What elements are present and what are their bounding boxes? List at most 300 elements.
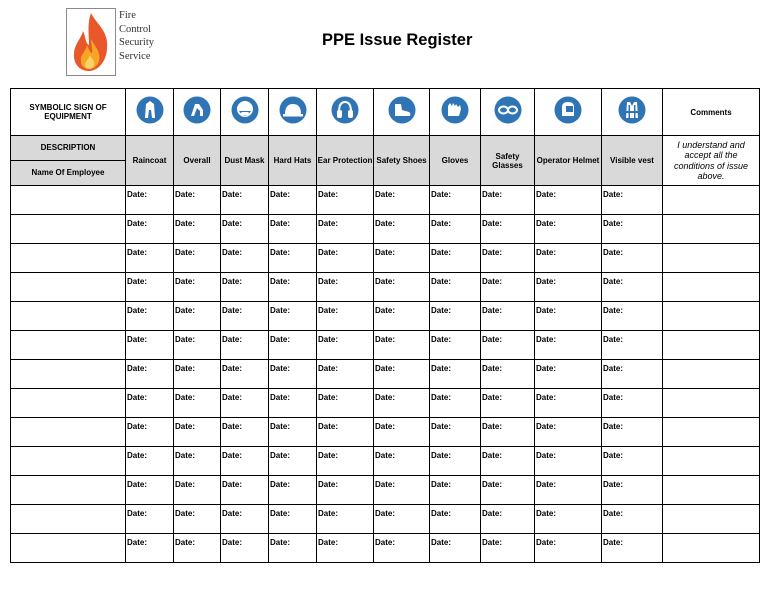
date-cell[interactable] [430, 360, 481, 389]
date-label: Date: [536, 335, 557, 344]
date-cell[interactable] [535, 418, 602, 447]
date-cell[interactable] [481, 505, 535, 534]
date-cell[interactable] [174, 273, 221, 302]
date-cell[interactable] [126, 244, 174, 273]
date-cell[interactable] [269, 418, 317, 447]
employee-name-cell[interactable] [11, 534, 126, 563]
date-label: Date: [318, 277, 339, 286]
employee-name-cell[interactable] [11, 418, 126, 447]
column-header-row [11, 136, 760, 186]
date-cell[interactable] [602, 302, 663, 331]
employee-name-cell[interactable] [11, 389, 126, 418]
date-cell[interactable] [126, 534, 174, 563]
date-cell[interactable] [174, 302, 221, 331]
date-label: Date: [375, 480, 396, 489]
date-cell[interactable] [174, 534, 221, 563]
date-cell[interactable] [174, 360, 221, 389]
date-cell[interactable] [374, 215, 430, 244]
date-cell[interactable] [374, 447, 430, 476]
comments-cell[interactable] [663, 447, 760, 476]
table-row [11, 360, 760, 389]
date-label: Date: [375, 306, 396, 315]
table-row [11, 418, 760, 447]
description-label: DESCRIPTION [11, 136, 125, 161]
company-name [119, 9, 154, 63]
date-label: Date: [270, 190, 291, 199]
date-label: Date: [431, 219, 452, 228]
date-label: Date: [127, 422, 148, 431]
date-cell[interactable] [602, 418, 663, 447]
date-label: Date: [482, 538, 503, 547]
hard-hat-icon [279, 96, 307, 124]
date-label: Date: [482, 509, 503, 518]
date-cell[interactable] [430, 331, 481, 360]
date-cell[interactable] [374, 360, 430, 389]
date-cell[interactable] [126, 476, 174, 505]
date-label: Date: [482, 219, 503, 228]
date-cell[interactable] [269, 331, 317, 360]
comments-cell[interactable] [663, 418, 760, 447]
date-label: Date: [127, 190, 148, 199]
date-cell[interactable] [221, 244, 269, 273]
date-label: Date: [318, 219, 339, 228]
employee-name-cell[interactable] [11, 505, 126, 534]
date-cell[interactable] [221, 447, 269, 476]
date-cell[interactable] [602, 447, 663, 476]
date-label: Date: [536, 509, 557, 518]
date-cell[interactable] [269, 389, 317, 418]
table-row [11, 273, 760, 302]
dust-mask-icon [231, 96, 259, 124]
date-label: Date: [431, 509, 452, 518]
date-label: Date: [431, 248, 452, 257]
date-cell[interactable] [317, 360, 374, 389]
table-row [11, 447, 760, 476]
date-cell[interactable] [481, 418, 535, 447]
date-cell[interactable] [481, 215, 535, 244]
employee-name-cell[interactable] [11, 331, 126, 360]
date-cell[interactable] [430, 447, 481, 476]
date-label: Date: [603, 451, 624, 460]
date-label: Date: [431, 190, 452, 199]
date-label: Date: [603, 335, 624, 344]
company-logo [66, 8, 116, 76]
date-cell[interactable] [221, 476, 269, 505]
date-label: Date: [482, 306, 503, 315]
date-cell[interactable] [535, 389, 602, 418]
date-cell[interactable] [126, 331, 174, 360]
logo-line: Security [119, 37, 154, 49]
date-label: Date: [536, 190, 557, 199]
date-label: Date: [431, 277, 452, 286]
column-label: Overall [174, 136, 221, 186]
date-cell[interactable] [221, 215, 269, 244]
date-label: Date: [222, 480, 243, 489]
date-label: Date: [127, 277, 148, 286]
table-row [11, 302, 760, 331]
date-cell[interactable] [374, 302, 430, 331]
flame-icon [67, 9, 115, 75]
date-cell[interactable] [535, 331, 602, 360]
column-label: Operator Helmet [535, 136, 602, 186]
date-cell[interactable] [535, 244, 602, 273]
date-cell[interactable] [481, 273, 535, 302]
date-cell[interactable] [602, 244, 663, 273]
date-cell[interactable] [481, 476, 535, 505]
comments-cell[interactable] [663, 505, 760, 534]
date-label: Date: [127, 480, 148, 489]
date-cell[interactable] [269, 186, 317, 215]
date-label: Date: [603, 277, 624, 286]
date-cell[interactable] [269, 360, 317, 389]
date-cell[interactable] [481, 389, 535, 418]
date-label: Date: [127, 306, 148, 315]
table-row [11, 186, 760, 215]
date-label: Date: [222, 364, 243, 373]
date-label: Date: [482, 335, 503, 344]
date-cell[interactable] [174, 476, 221, 505]
date-label: Date: [603, 480, 624, 489]
date-cell[interactable] [269, 244, 317, 273]
logo-line: Fire [119, 10, 136, 21]
date-label: Date: [270, 393, 291, 402]
safety-shoes-icon [388, 96, 416, 124]
date-cell[interactable] [374, 273, 430, 302]
date-cell[interactable] [221, 273, 269, 302]
date-label: Date: [270, 219, 291, 228]
date-label: Date: [431, 335, 452, 344]
comments-cell[interactable] [663, 360, 760, 389]
date-label: Date: [127, 538, 148, 547]
date-label: Date: [175, 335, 196, 344]
date-label: Date: [127, 364, 148, 373]
date-cell[interactable] [221, 389, 269, 418]
date-label: Date: [375, 538, 396, 547]
acceptance-statement: I understand and accept all the conditions of issue above. [663, 136, 760, 186]
date-cell[interactable] [430, 534, 481, 563]
date-label: Date: [175, 190, 196, 199]
date-label: Date: [482, 422, 503, 431]
date-label: Date: [270, 306, 291, 315]
date-label: Date: [375, 190, 396, 199]
date-cell[interactable] [317, 244, 374, 273]
date-cell[interactable] [317, 418, 374, 447]
table-row [11, 244, 760, 273]
date-cell[interactable] [126, 360, 174, 389]
date-cell[interactable] [317, 273, 374, 302]
date-label: Date: [603, 393, 624, 402]
date-cell[interactable] [430, 215, 481, 244]
date-label: Date: [318, 451, 339, 460]
column-label: Visible vest [602, 136, 663, 186]
ear-protection-icon [331, 96, 359, 124]
ppe-register-table [10, 88, 760, 563]
date-label: Date: [127, 248, 148, 257]
date-label: Date: [431, 422, 452, 431]
date-label: Date: [482, 190, 503, 199]
date-cell[interactable] [535, 505, 602, 534]
date-label: Date: [270, 248, 291, 257]
date-cell[interactable] [174, 215, 221, 244]
date-cell[interactable] [126, 505, 174, 534]
date-label: Date: [175, 248, 196, 257]
date-cell[interactable] [430, 476, 481, 505]
date-label: Date: [431, 393, 452, 402]
date-cell[interactable] [221, 418, 269, 447]
date-cell[interactable] [374, 476, 430, 505]
date-cell[interactable] [374, 186, 430, 215]
date-cell[interactable] [174, 186, 221, 215]
date-cell[interactable] [317, 186, 374, 215]
date-cell[interactable] [126, 418, 174, 447]
date-label: Date: [431, 306, 452, 315]
date-cell[interactable] [535, 447, 602, 476]
date-cell[interactable] [602, 505, 663, 534]
date-cell[interactable] [126, 302, 174, 331]
date-label: Date: [222, 509, 243, 518]
date-cell[interactable] [317, 389, 374, 418]
date-cell[interactable] [481, 244, 535, 273]
date-cell[interactable] [317, 302, 374, 331]
date-label: Date: [270, 480, 291, 489]
date-label: Date: [222, 277, 243, 286]
employee-name-cell[interactable] [11, 447, 126, 476]
date-label: Date: [318, 509, 339, 518]
date-cell[interactable] [374, 331, 430, 360]
comments-cell[interactable] [663, 186, 760, 215]
date-label: Date: [603, 364, 624, 373]
date-label: Date: [222, 219, 243, 228]
column-label: Raincoat [126, 136, 174, 186]
table-row [11, 331, 760, 360]
comments-cell[interactable] [663, 476, 760, 505]
date-cell[interactable] [430, 273, 481, 302]
date-cell[interactable] [126, 186, 174, 215]
date-label: Date: [127, 509, 148, 518]
date-cell[interactable] [269, 534, 317, 563]
date-cell[interactable] [535, 215, 602, 244]
date-label: Date: [536, 364, 557, 373]
comments-cell[interactable] [663, 273, 760, 302]
date-cell[interactable] [535, 273, 602, 302]
date-cell[interactable] [602, 389, 663, 418]
date-label: Date: [222, 538, 243, 547]
date-label: Date: [270, 509, 291, 518]
date-cell[interactable] [481, 447, 535, 476]
date-label: Date: [482, 393, 503, 402]
date-label: Date: [482, 248, 503, 257]
symbolic-sign-label: SYMBOLIC SIGN OF EQUIPMENT [11, 89, 126, 136]
date-label: Date: [318, 306, 339, 315]
date-label: Date: [482, 364, 503, 373]
date-cell[interactable] [602, 476, 663, 505]
date-cell[interactable] [269, 273, 317, 302]
date-label: Date: [375, 277, 396, 286]
column-label: Gloves [430, 136, 481, 186]
date-cell[interactable] [374, 389, 430, 418]
date-cell[interactable] [602, 215, 663, 244]
date-cell[interactable] [126, 447, 174, 476]
date-cell[interactable] [602, 534, 663, 563]
comments-cell[interactable] [663, 331, 760, 360]
date-label: Date: [375, 451, 396, 460]
date-cell[interactable] [535, 360, 602, 389]
date-label: Date: [318, 248, 339, 257]
date-cell[interactable] [174, 418, 221, 447]
date-label: Date: [175, 538, 196, 547]
date-cell[interactable] [374, 534, 430, 563]
date-cell[interactable] [430, 389, 481, 418]
date-label: Date: [175, 219, 196, 228]
date-cell[interactable] [221, 360, 269, 389]
date-label: Date: [431, 538, 452, 547]
date-cell[interactable] [174, 389, 221, 418]
date-cell[interactable] [535, 186, 602, 215]
date-cell[interactable] [174, 331, 221, 360]
date-cell[interactable] [126, 215, 174, 244]
date-cell[interactable] [481, 360, 535, 389]
date-label: Date: [270, 451, 291, 460]
employee-name-cell[interactable] [11, 302, 126, 331]
date-label: Date: [222, 190, 243, 199]
date-label: Date: [603, 248, 624, 257]
date-cell[interactable] [317, 505, 374, 534]
column-label: Hard Hats [269, 136, 317, 186]
employee-name-cell[interactable] [11, 186, 126, 215]
date-label: Date: [536, 393, 557, 402]
date-label: Date: [536, 306, 557, 315]
date-label: Date: [318, 364, 339, 373]
date-cell[interactable] [535, 534, 602, 563]
date-cell[interactable] [126, 389, 174, 418]
date-cell[interactable] [126, 273, 174, 302]
date-cell[interactable] [269, 476, 317, 505]
date-cell[interactable] [374, 505, 430, 534]
date-label: Date: [375, 335, 396, 344]
date-cell[interactable] [317, 534, 374, 563]
date-label: Date: [270, 364, 291, 373]
employee-name-label: Name Of Employee [31, 168, 105, 177]
date-cell[interactable] [481, 186, 535, 215]
date-cell[interactable] [535, 302, 602, 331]
date-cell[interactable] [430, 302, 481, 331]
date-label: Date: [603, 219, 624, 228]
date-label: Date: [603, 306, 624, 315]
date-cell[interactable] [221, 534, 269, 563]
employee-name-cell[interactable] [11, 476, 126, 505]
page-title: PPE Issue Register [322, 31, 473, 49]
date-cell[interactable] [221, 505, 269, 534]
date-cell[interactable] [317, 215, 374, 244]
employee-name-cell[interactable] [11, 215, 126, 244]
date-cell[interactable] [602, 331, 663, 360]
comments-cell[interactable] [663, 215, 760, 244]
date-label: Date: [536, 277, 557, 286]
date-label: Date: [375, 393, 396, 402]
comments-cell[interactable] [663, 244, 760, 273]
date-cell[interactable] [221, 186, 269, 215]
date-label: Date: [482, 277, 503, 286]
date-label: Date: [318, 335, 339, 344]
date-cell[interactable] [602, 186, 663, 215]
date-label: Date: [375, 248, 396, 257]
date-cell[interactable] [602, 273, 663, 302]
date-label: Date: [175, 393, 196, 402]
table-row [11, 476, 760, 505]
operator-helmet-icon [554, 96, 582, 124]
symbol-row [11, 89, 760, 136]
date-cell[interactable] [481, 331, 535, 360]
date-label: Date: [127, 451, 148, 460]
date-label: Date: [222, 451, 243, 460]
date-label: Date: [536, 480, 557, 489]
date-label: Date: [318, 422, 339, 431]
comments-cell[interactable] [663, 534, 760, 563]
date-cell[interactable] [269, 505, 317, 534]
date-label: Date: [318, 190, 339, 199]
date-cell[interactable] [174, 505, 221, 534]
date-cell[interactable] [481, 302, 535, 331]
comments-cell[interactable] [663, 389, 760, 418]
date-cell[interactable] [174, 447, 221, 476]
comments-header: Comments [663, 89, 760, 136]
comments-cell[interactable] [663, 302, 760, 331]
date-label: Date: [127, 393, 148, 402]
table-row [11, 389, 760, 418]
date-cell[interactable] [174, 244, 221, 273]
date-cell[interactable] [317, 447, 374, 476]
table-row [11, 534, 760, 563]
date-cell[interactable] [221, 331, 269, 360]
date-cell[interactable] [221, 302, 269, 331]
date-cell[interactable] [317, 331, 374, 360]
date-cell[interactable] [269, 302, 317, 331]
date-label: Date: [536, 451, 557, 460]
date-cell[interactable] [269, 215, 317, 244]
date-cell[interactable] [430, 244, 481, 273]
date-label: Date: [431, 451, 452, 460]
date-cell[interactable] [602, 360, 663, 389]
column-label: Ear Protection [317, 136, 374, 186]
date-label: Date: [222, 248, 243, 257]
date-label: Date: [603, 509, 624, 518]
date-label: Date: [318, 393, 339, 402]
safety-glasses-icon [494, 96, 522, 124]
date-label: Date: [222, 422, 243, 431]
employee-name-cell[interactable] [11, 360, 126, 389]
date-label: Date: [375, 422, 396, 431]
date-cell[interactable] [374, 418, 430, 447]
date-label: Date: [431, 364, 452, 373]
date-cell[interactable] [430, 418, 481, 447]
visible-vest-icon [618, 96, 646, 124]
date-cell[interactable] [374, 244, 430, 273]
table-row [11, 215, 760, 244]
date-cell[interactable] [481, 534, 535, 563]
date-cell[interactable] [430, 505, 481, 534]
date-label: Date: [482, 451, 503, 460]
date-label: Date: [536, 538, 557, 547]
date-cell[interactable] [535, 476, 602, 505]
date-label: Date: [270, 538, 291, 547]
date-label: Date: [482, 480, 503, 489]
date-cell[interactable] [269, 447, 317, 476]
employee-name-cell[interactable] [11, 244, 126, 273]
date-cell[interactable] [317, 476, 374, 505]
employee-name-cell[interactable] [11, 273, 126, 302]
gloves-icon [441, 96, 469, 124]
date-cell[interactable] [430, 186, 481, 215]
